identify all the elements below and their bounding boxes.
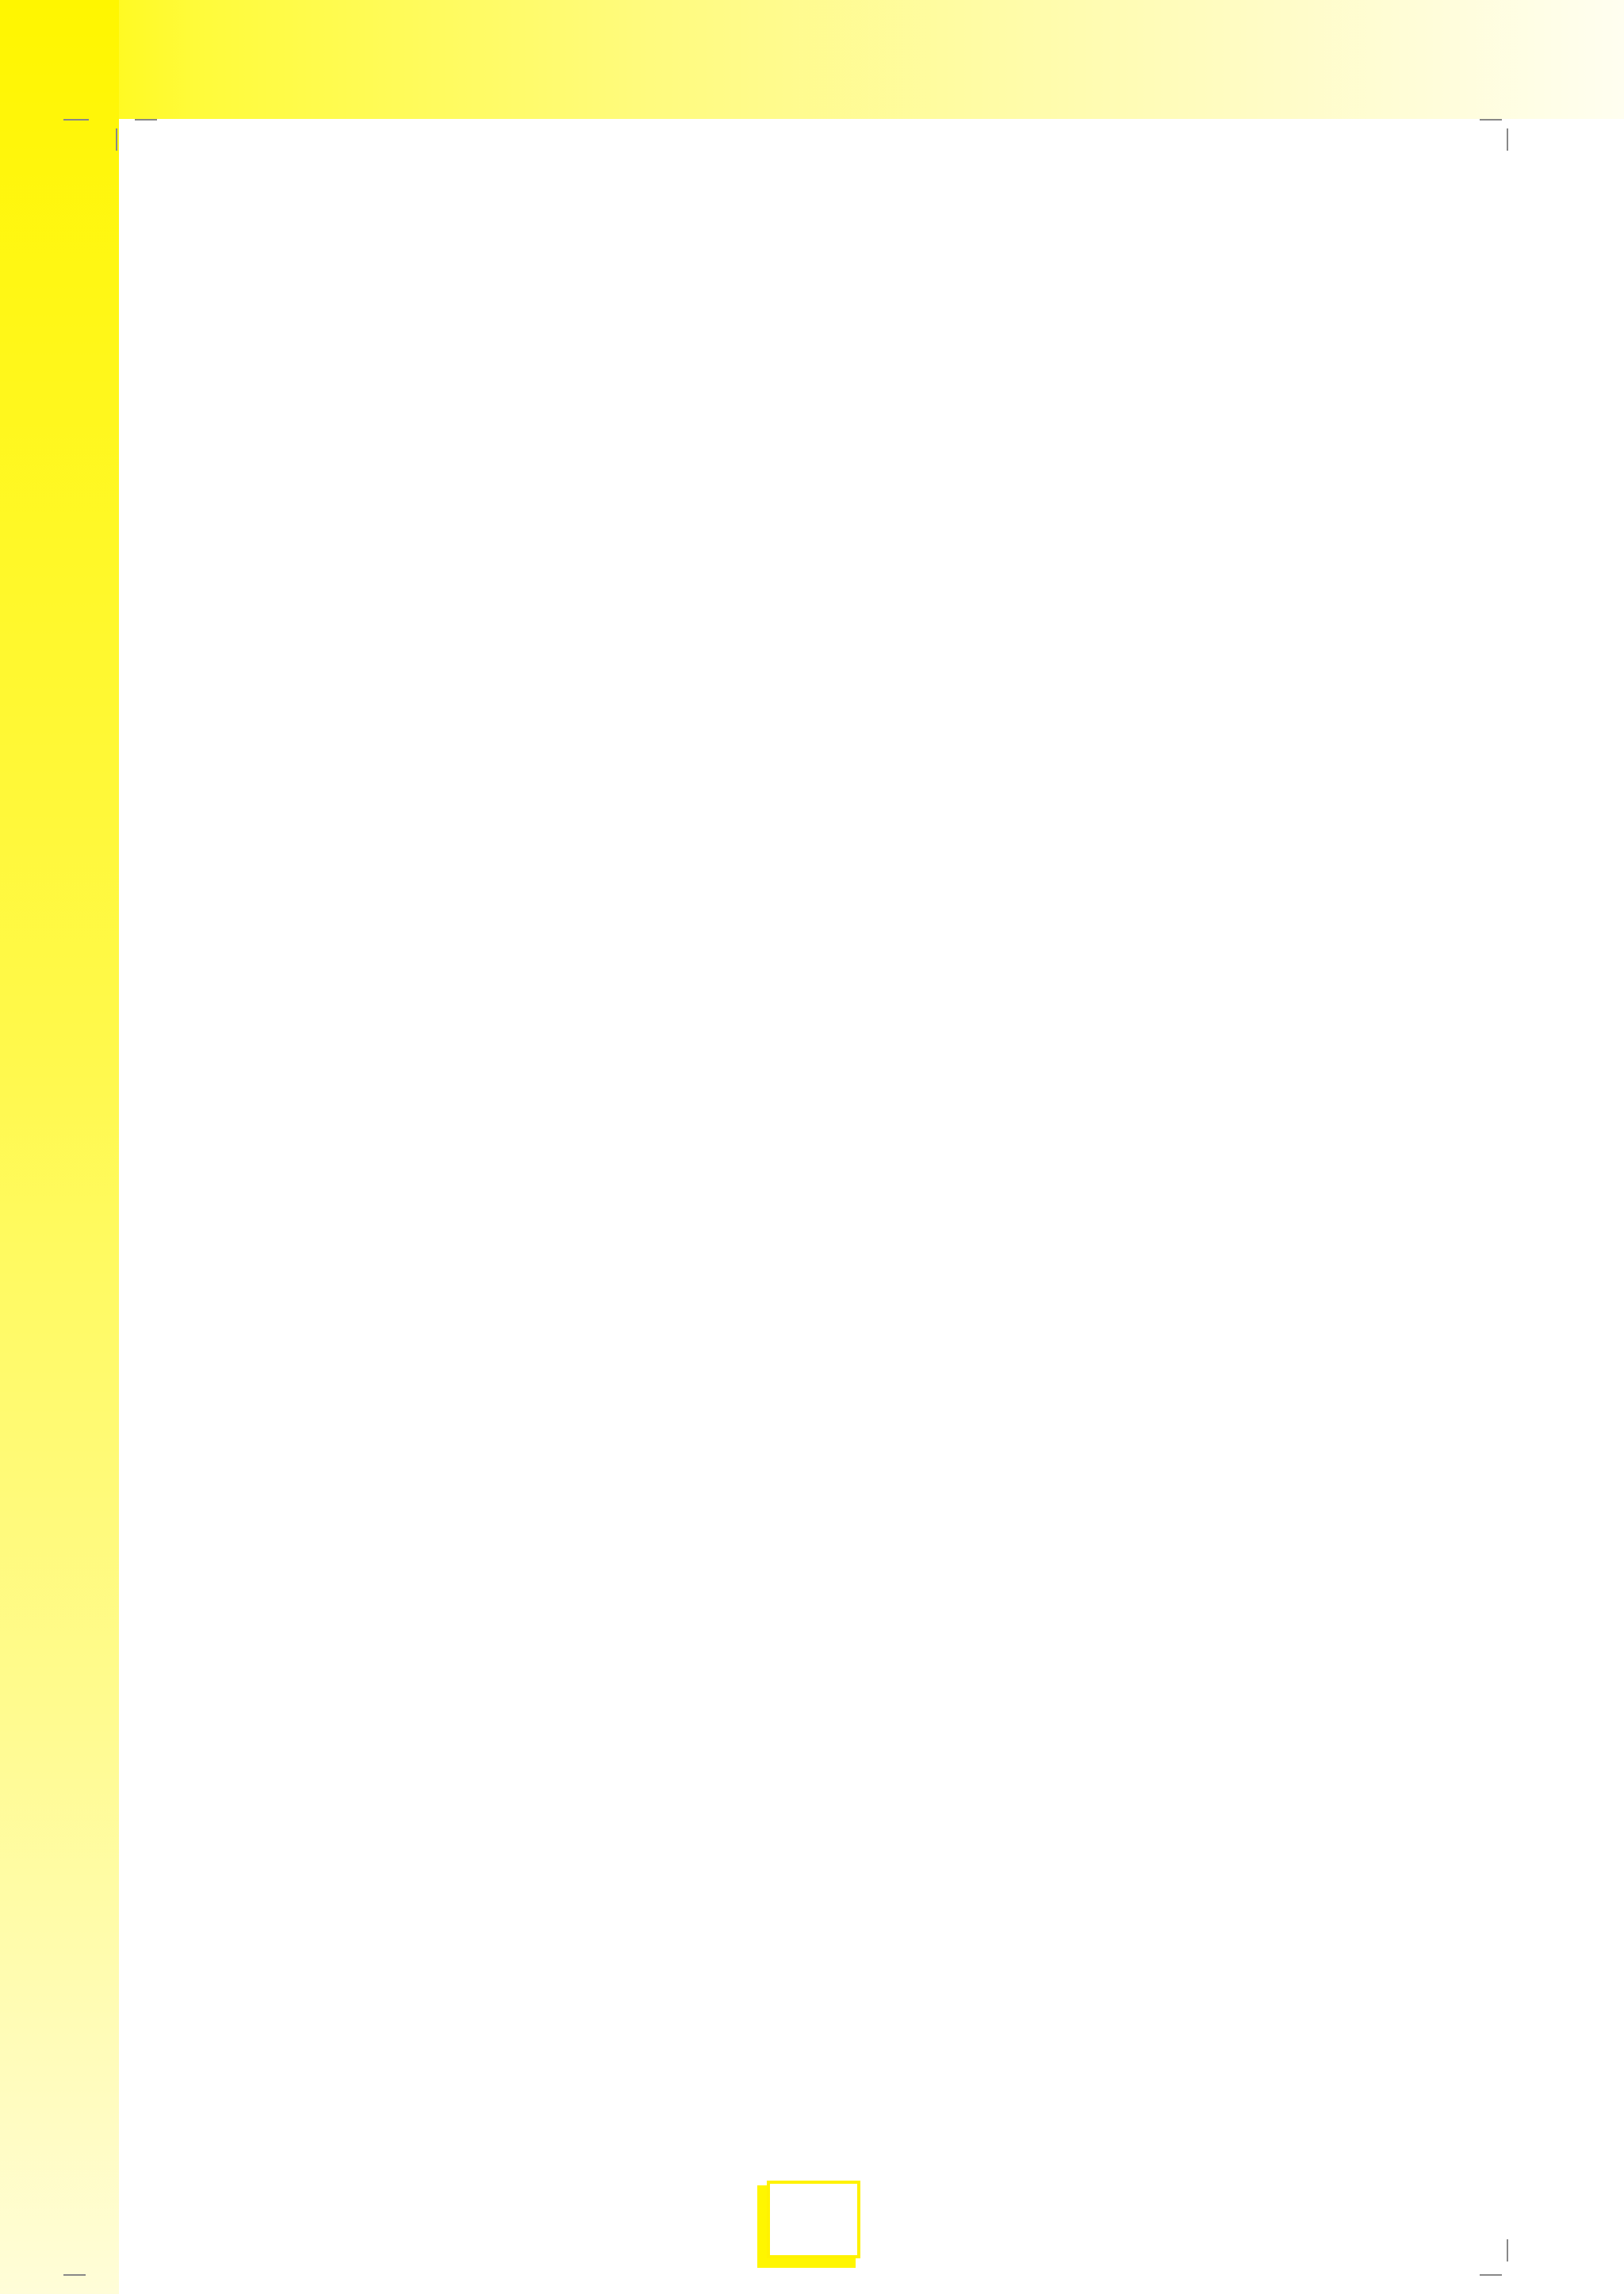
- page-body: [119, 119, 1624, 2294]
- crop-mark: [135, 119, 157, 121]
- crop-mark: [1480, 2274, 1502, 2276]
- crop-mark: [63, 119, 89, 121]
- crop-mark: [1507, 128, 1508, 151]
- page-number: [767, 2181, 860, 2258]
- crop-mark: [1507, 2239, 1508, 2261]
- crop-mark: [1480, 119, 1502, 121]
- yellow-top-band: [0, 0, 1624, 127]
- page-number-badge: [757, 2181, 860, 2268]
- yellow-side-band: [0, 0, 119, 2294]
- crop-mark: [116, 128, 117, 151]
- crop-mark: [63, 2274, 86, 2276]
